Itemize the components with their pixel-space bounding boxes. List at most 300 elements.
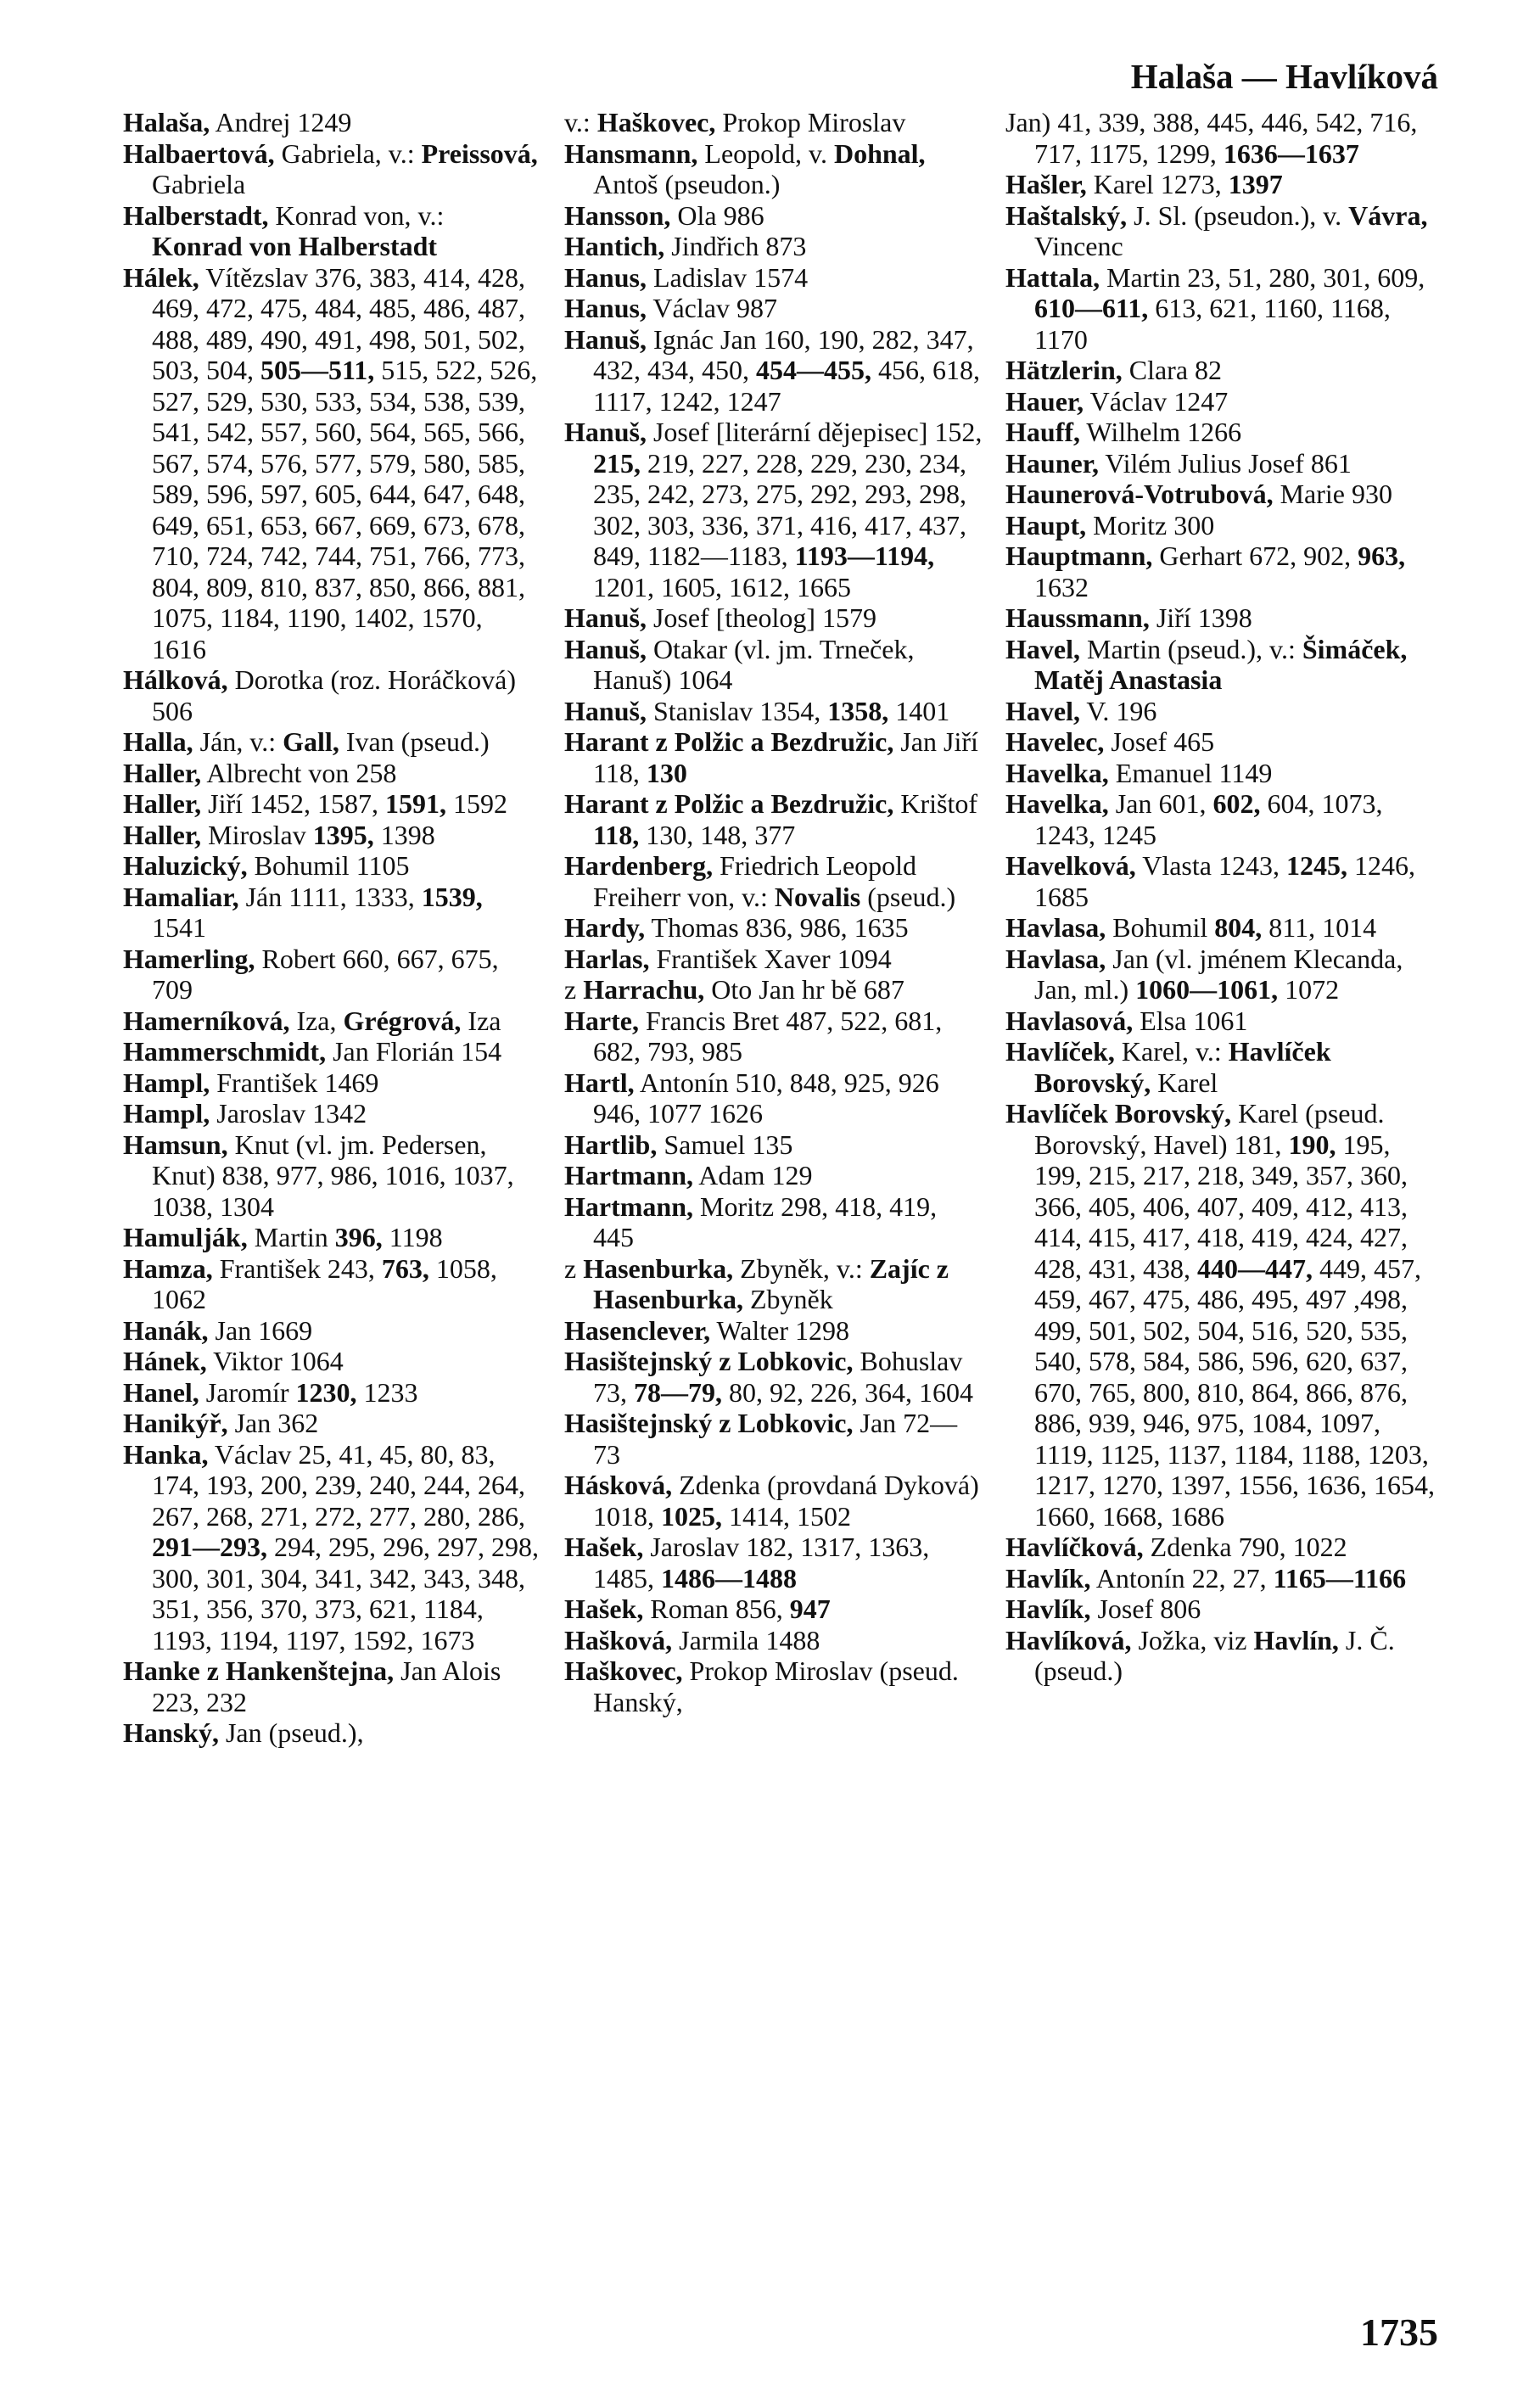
entry-heading: Hasištejnský z Lobkovic, (564, 1346, 854, 1376)
entry-heading: Haller, (123, 788, 202, 819)
entry-text: Albrecht von 258 (201, 757, 397, 788)
index-entry (564, 417, 984, 602)
entry-heading: Hasenclever, (564, 1314, 711, 1346)
entry-heading: Zajíc z Hasenburka, (593, 1252, 949, 1314)
entry-heading: Hánek, (123, 1346, 207, 1376)
entry-heading: Haller, (123, 819, 202, 850)
entry-text: Krištof (893, 788, 977, 819)
entry-text: Jan 72—73 (593, 1408, 958, 1470)
entry-text: 456, 618, 1117, 1242, 1247 (593, 355, 980, 417)
entry-heading: 1165—1166 (1273, 1562, 1407, 1594)
entry-heading: Havlík, (1005, 1562, 1091, 1594)
entry-heading: Hanuš, (564, 633, 647, 664)
index-entry (564, 1160, 984, 1191)
entry-heading: 440—447, (1197, 1252, 1313, 1284)
entry-heading: Gall, (283, 726, 339, 757)
entry-heading: 804, (1214, 912, 1263, 943)
entry-heading: Hauff, (1005, 417, 1080, 447)
entry-text: Antonín 510, 848, 925, 926 946, 1077 1626 (593, 1067, 939, 1129)
entry-text: Antoš (pseudon.) (593, 169, 781, 199)
entry-text: Zdenka (provdaná Dyková) 1018, (593, 1470, 979, 1532)
entry-heading: Vávra, (1348, 199, 1428, 231)
entry-heading: Hanuš, (564, 602, 647, 633)
entry-text: Stanislav 1354, (646, 695, 828, 726)
index-entry (564, 138, 984, 200)
index-entry (564, 200, 984, 232)
entry-text: 195, 199, 215, 217, 218, 349, 357, 360, 366, 405, 406, 407, 409, 412, 413, 414, 415, 417, 418, 419, 424, 427, 428, 431, 438, (1034, 1129, 1408, 1284)
index-entry (564, 1470, 984, 1532)
index-entry (564, 974, 984, 1005)
entry-heading: Haunerová-Votrubová, (1005, 479, 1274, 509)
entry-heading: Hardy, (564, 912, 646, 943)
index-entry (564, 1532, 984, 1594)
entry-heading: Konrad von Halberstadt (152, 231, 438, 261)
entry-heading: Havlín, (1253, 1624, 1339, 1655)
entry-heading: Havelec, (1005, 726, 1105, 757)
entry-text: 1414, 1502 (722, 1500, 851, 1532)
entry-text: Zdenka 790, 1022 (1143, 1532, 1347, 1562)
entry-text: 1233 (356, 1376, 418, 1408)
index-entry (123, 1315, 539, 1347)
entry-heading: Hauptmann, (1005, 541, 1153, 571)
index-entry (123, 882, 539, 944)
index-entry (564, 1067, 984, 1129)
index-entry (1005, 788, 1438, 850)
entry-heading: 396, (334, 1222, 383, 1252)
index-entry (1005, 1563, 1438, 1594)
entry-text: Martin (pseud.), v.: (1079, 633, 1302, 664)
index-entry (123, 820, 539, 851)
index-entry (123, 758, 539, 789)
index-entry (564, 944, 984, 975)
entry-text: Martin 23, 51, 280, 301, 609, (1100, 261, 1425, 293)
entry-heading: 1358, (827, 695, 889, 726)
index-entry (564, 231, 984, 262)
entry-text: Ján, v.: (193, 726, 283, 757)
entry-heading: 1025, (661, 1500, 722, 1532)
index-entry (564, 107, 984, 138)
entry-text: v.: (564, 107, 597, 137)
entry-text: Jan (pseud.), (218, 1717, 364, 1748)
index-entry (1005, 1532, 1438, 1563)
entry-heading: Havel, (1005, 633, 1080, 664)
entry-heading: Havlíková, (1005, 1624, 1132, 1655)
entry-heading: 130 (646, 757, 687, 788)
index-entry (564, 1655, 984, 1717)
entry-text: Jaromír (199, 1376, 296, 1408)
entry-text: Vincenc (1034, 231, 1123, 261)
entry-text: 515, 522, 526, 527, 529, 530, 533, 534, 538, 539, 541, 542, 557, 560, 564, 565, 566, 567, 574, 576, 577, 579, 580, 585, 589, 596, 597, 605, 644, 647, 648, 649, 651, 653, 667, 669, 673, 678, 710, 724, 742, 744, 751, 766, 773, 804, 809, 810, 837, 850, 866, 881, 1075, 1184, 1190, 1402, 1570, 1616 (152, 355, 538, 664)
entry-heading: Haškovec, (564, 1655, 683, 1686)
entry-text: z (564, 974, 584, 1005)
entry-heading: Harte, (564, 1005, 639, 1036)
entry-heading: 602, (1212, 788, 1261, 819)
index-entry (1005, 479, 1438, 510)
index-entry (123, 1005, 539, 1037)
entry-text: Samuel 135 (657, 1129, 793, 1160)
entry-text: Jan 601, (1108, 788, 1213, 819)
entry-heading: Hartmann, (564, 1160, 693, 1190)
entry-heading: Havelka, (1005, 788, 1109, 819)
entry-heading: Hanuš, (564, 417, 647, 447)
index-entry (123, 200, 539, 262)
entry-heading: Hásková, (564, 1470, 673, 1500)
entry-text: Bohumil 1105 (247, 850, 410, 881)
index-entry (1005, 602, 1438, 634)
entry-heading: 190, (1288, 1129, 1336, 1160)
entry-heading: Hampl, (123, 1067, 210, 1098)
entry-heading: Hamsun, (123, 1129, 228, 1160)
entry-text: Roman 856, (643, 1594, 790, 1624)
entry-text: 294, 295, 296, 297, 298, 300, 301, 304, 341, 342, 343, 348, 351, 356, 370, 373, 621, 1184, 1193, 1194, 1197, 1592, 1673 (152, 1532, 539, 1655)
entry-text: Josef 465 (1104, 726, 1215, 757)
entry-text: František 1469 (210, 1067, 379, 1098)
entry-text: Ján 1111, 1333, (238, 881, 422, 912)
entry-heading: Preissová, (421, 137, 538, 169)
entry-heading: Hätzlerin, (1005, 355, 1123, 385)
entry-text: 1058, 1062 (152, 1252, 497, 1314)
entry-text: Jan 362 (227, 1408, 319, 1438)
entry-heading: 1397 (1228, 169, 1283, 199)
entry-text: Ladislav 1574 (646, 261, 809, 293)
index-entry (123, 1439, 539, 1656)
entry-heading: Dohnal, (833, 137, 926, 169)
index-entry (564, 1594, 984, 1625)
index-entry (564, 1625, 984, 1656)
entry-text: Robert 660, 667, 675, 709 (152, 943, 499, 1005)
entry-heading: Hamerling, (123, 943, 255, 974)
entry-text: V. 196 (1079, 695, 1157, 726)
entry-heading: Havlíček Borovský, (1005, 1098, 1232, 1129)
index-entry (564, 1191, 984, 1253)
index-entry (1005, 200, 1438, 262)
entry-text: Jindřich 873 (664, 231, 807, 261)
entry-heading: Novalis (774, 881, 861, 912)
entry-text: Prokop Miroslav (715, 107, 906, 137)
entry-text: František 243, (212, 1252, 382, 1284)
entry-text: 1592 (446, 788, 508, 819)
entry-text: Iza, (289, 1005, 344, 1036)
entry-heading: Grégrová, (343, 1005, 462, 1036)
entry-text: Gerhart 672, 902, (1152, 541, 1358, 571)
index-entry (1005, 726, 1438, 758)
entry-text: 1632 (1034, 571, 1089, 602)
entry-heading: Havlíček, (1005, 1036, 1115, 1067)
entry-heading: Hašler, (1005, 169, 1087, 199)
index-entry (123, 107, 539, 138)
entry-text: Prokop Miroslav (pseud. Hanský, (593, 1655, 959, 1717)
entry-text: J. Sl. (pseudon.), v. (1127, 199, 1349, 231)
entry-text: 219, 227, 228, 229, 230, 234, 235, 242, 273, 275, 292, 293, 298, 302, 303, 336, 371, 416, 417, 437, 849, 1182—1183, (593, 447, 966, 571)
index-entry (123, 850, 539, 882)
running-head: Halaša — Havlíková (1130, 57, 1438, 96)
index-entry (123, 726, 539, 758)
entry-text: Bohumil (1106, 912, 1215, 943)
index-entry (1005, 510, 1438, 541)
entry-heading: 1193—1194, (794, 541, 935, 571)
entry-heading: 1245, (1285, 850, 1347, 881)
entry-text: Jan (vl. jménem Klecanda, Jan, ml.) (1034, 943, 1403, 1005)
entry-heading: Hamulják, (123, 1222, 248, 1252)
index-entry (564, 1315, 984, 1347)
index-entry (123, 1129, 539, 1223)
entry-heading: 947 (789, 1594, 831, 1624)
entry-text: Emanuel 1149 (1108, 757, 1273, 788)
index-entry (1005, 696, 1438, 727)
entry-text: Gabriela, v.: (274, 137, 422, 169)
entry-text: Zbyněk, v.: (733, 1252, 870, 1284)
index-entry (1005, 1594, 1438, 1625)
entry-heading: Hanuš, (564, 323, 647, 355)
index-entry (1005, 912, 1438, 944)
entry-heading: Hanák, (123, 1314, 209, 1346)
entry-heading: Hasenburka, (583, 1252, 734, 1284)
entry-text: Karel, v.: (1114, 1036, 1229, 1067)
index-entry (123, 788, 539, 820)
entry-text: Miroslav (201, 819, 313, 850)
entry-heading: Harrachu, (583, 974, 705, 1005)
entry-text: z (564, 1252, 584, 1284)
entry-text: Jiří 1452, 1587, (201, 788, 386, 819)
entry-text: Karel 1273, (1086, 169, 1229, 199)
entry-heading: Hardenberg, (564, 850, 714, 881)
entry-heading: Havlíčková, (1005, 1532, 1144, 1562)
index-entry (1005, 1005, 1438, 1037)
entry-text: Walter 1298 (710, 1314, 850, 1346)
index-entry (1005, 634, 1438, 696)
index-entry (123, 1222, 539, 1253)
entry-text: Jan) 41, 339, 388, 445, 446, 542, 716, 717, 1175, 1299, (1005, 107, 1418, 169)
index-entry (1005, 417, 1438, 448)
index-entry (123, 1408, 539, 1439)
index-entry (564, 293, 984, 324)
entry-heading: Haussmann, (1005, 602, 1150, 633)
entry-heading: Halbaertová, (123, 137, 275, 169)
index-entry (564, 1129, 984, 1161)
index-entry (564, 1408, 984, 1470)
index-entry (1005, 1036, 1438, 1098)
entry-heading: 78—79, (634, 1376, 722, 1408)
entry-text: 1398 (373, 819, 435, 850)
entry-text: J. Č. (pseud.) (1034, 1624, 1395, 1686)
entry-heading: Hanus, (564, 293, 647, 323)
index-entry (1005, 944, 1438, 1005)
entry-text: Jarmila 1488 (672, 1624, 820, 1655)
entry-text: Clara 82 (1122, 355, 1223, 385)
entry-heading: Havlasa, (1005, 912, 1106, 943)
entry-text: Antonín 22, 27, (1090, 1562, 1274, 1594)
index-entry (564, 324, 984, 417)
page-number: 1735 (1360, 2311, 1438, 2354)
entry-heading: Halberstadt, (123, 199, 269, 231)
entry-heading: Havlíček Borovský, (1034, 1036, 1331, 1098)
entry-heading: Hauer, (1005, 385, 1084, 417)
entry-heading: Hálek, (123, 261, 199, 293)
entry-text: 1246, 1685 (1034, 850, 1415, 912)
entry-text: 80, 92, 226, 364, 1604 (722, 1376, 973, 1408)
index-entry (564, 1346, 984, 1408)
entry-heading: Halla, (123, 726, 193, 757)
index-entry (1005, 758, 1438, 789)
entry-text: 1198 (382, 1222, 443, 1252)
entry-text: 1072 (1278, 974, 1340, 1005)
entry-heading: 454—455, (756, 355, 871, 385)
entry-text: Iza (461, 1005, 501, 1036)
entry-text: 1201, 1605, 1612, 1665 (593, 571, 851, 602)
index-entry (564, 726, 984, 788)
entry-text: Ignác Jan 160, 190, 282, 347, 432, 434, 450, (593, 323, 974, 385)
entry-text: Jiří 1398 (1149, 602, 1252, 633)
entry-text: Václav 25, 41, 45, 80, 83, 174, 193, 200, 239, 240, 244, 264, 267, 268, 271, 272, 277, 280, 286, (152, 1438, 525, 1532)
index-entry (123, 262, 539, 665)
entry-text: Dorotka (roz. Horáčková) 506 (152, 664, 516, 726)
index-entry (1005, 169, 1438, 200)
entry-text: Vilém Julius Josef 861 (1098, 447, 1352, 479)
index-entry (123, 664, 539, 726)
index-entry (1005, 386, 1438, 417)
entry-heading: 215, (593, 447, 641, 479)
entry-text: Marie 930 (1273, 479, 1392, 509)
entry-heading: Harant z Polžic a Bezdružic, (564, 788, 894, 819)
entry-heading: Hampl, (123, 1098, 210, 1129)
entry-text: Jan Jiří 118, (593, 726, 978, 788)
entry-heading: Hartmann, (564, 1190, 693, 1222)
entry-text: Ivan (pseud.) (339, 726, 490, 757)
entry-heading: Šimáček, Matěj Anastasia (1034, 633, 1408, 695)
entry-text: Karel (pseud. Borovský, Havel) 181, (1034, 1098, 1385, 1160)
index-entry (564, 602, 984, 634)
index-column-3 (1005, 107, 1438, 1687)
index-entry (1005, 448, 1438, 479)
index-entry (1005, 262, 1438, 356)
index-entry (564, 788, 984, 850)
entry-heading: Hašek, (564, 1532, 644, 1562)
entry-text: 604, 1073, 1243, 1245 (1034, 788, 1383, 850)
entry-text: Viktor 1064 (206, 1346, 344, 1376)
entry-text: (pseud.) (860, 881, 956, 912)
entry-text: 811, 1014 (1262, 912, 1377, 943)
entry-heading: Havelka, (1005, 757, 1109, 788)
entry-heading: 1591, (385, 788, 447, 819)
entry-text: Vítězslav 376, 383, 414, 428, 469, 472, 475, 484, 485, 486, 487, 488, 489, 490, 491, 498, 501, 502, 503, 504, (152, 261, 526, 385)
entry-heading: Hamza, (123, 1252, 213, 1284)
entry-text: Thomas 836, 986, 1635 (645, 912, 909, 943)
entry-text: Jan Alois 223, 232 (152, 1655, 501, 1717)
index-entry (564, 1005, 984, 1067)
entry-text: Jaroslav 182, 1317, 1363, 1485, (593, 1532, 930, 1594)
index-entry (123, 1655, 539, 1717)
entry-heading: 291—293, (152, 1532, 267, 1562)
entry-text: Václav 987 (646, 293, 777, 323)
entry-text: František Xaver 1094 (649, 943, 892, 974)
entry-heading: Hanikýř, (123, 1408, 228, 1438)
entry-heading: Harant z Polžic a Bezdružic, (564, 726, 894, 757)
index-column-2 (564, 107, 984, 1717)
index-entry (123, 1717, 539, 1749)
entry-text: Jaroslav 1342 (210, 1098, 367, 1129)
entry-heading: Havelková, (1005, 850, 1136, 881)
index-entry (123, 1253, 539, 1315)
entry-text: 1541 (152, 912, 206, 943)
index-column-1 (123, 107, 539, 1749)
entry-heading: 1636—1637 (1223, 137, 1359, 169)
index-entry (564, 262, 984, 294)
entry-text: Václav 1247 (1084, 385, 1229, 417)
entry-text: Vlasta 1243, (1135, 850, 1286, 881)
entry-heading: 1539, (421, 881, 483, 912)
index-entry (123, 1346, 539, 1377)
index-entry (123, 138, 539, 200)
entry-heading: 1486—1488 (661, 1562, 797, 1594)
entry-text: Knut (vl. jm. Pedersen, Knut) 838, 977, 986, 1016, 1037, 1038, 1304 (152, 1129, 514, 1222)
entry-text: Jan Florián 154 (326, 1036, 502, 1067)
entry-heading: Haštalský, (1005, 199, 1128, 231)
entry-heading: 963, (1358, 541, 1406, 571)
entry-heading: Haluzický, (123, 850, 248, 881)
entry-heading: Hanke z Hankenštejna, (123, 1655, 395, 1686)
entry-heading: 1230, (295, 1376, 357, 1408)
entry-heading: Havlík, (1005, 1594, 1091, 1624)
entry-text: 613, 621, 1160, 1168, 1170 (1034, 293, 1391, 355)
entry-heading: Hamerníková, (123, 1005, 290, 1036)
entry-heading: Halaša, (123, 107, 210, 137)
index-entry (1005, 1098, 1438, 1532)
index-entry (123, 1098, 539, 1129)
entry-heading: Hamaliar, (123, 881, 239, 912)
entry-text: Ola 986 (670, 199, 764, 231)
entry-heading: Hartl, (564, 1067, 635, 1098)
index-entry (1005, 355, 1438, 386)
entry-text: Oto Jan hr bě 687 (704, 974, 904, 1005)
entry-text: Zbyněk (742, 1284, 833, 1314)
entry-heading: Havlasová, (1005, 1005, 1134, 1036)
index-entry (564, 912, 984, 944)
entry-text: Karel (1151, 1067, 1218, 1098)
entry-text: Bohuslav 73, (593, 1346, 963, 1408)
entry-heading: 1060—1061, (1135, 974, 1279, 1005)
entry-text: Andrej 1249 (210, 107, 352, 137)
entry-text: Moritz 300 (1086, 509, 1215, 541)
entry-text: Gabriela (152, 169, 246, 199)
entry-text: Josef 806 (1090, 1594, 1201, 1624)
entry-text: Elsa 1061 (1133, 1005, 1248, 1036)
entry-text: Francis Bret 487, 522, 681, 682, 793, 985 (593, 1005, 943, 1067)
entry-text: Jan 1669 (208, 1314, 313, 1346)
entry-heading: Hanský, (123, 1717, 219, 1748)
entry-text: Martin (247, 1222, 335, 1252)
entry-text: Josef [literární dějepisec] 152, (646, 417, 983, 447)
entry-text: Leopold, v. (697, 137, 834, 169)
entry-heading: Hansson, (564, 199, 671, 231)
entry-heading: Harlas, (564, 943, 650, 974)
entry-heading: 763, (381, 1252, 429, 1284)
entry-text: 1401 (888, 695, 950, 726)
index-entry (1005, 107, 1438, 169)
entry-text: 449, 457, 459, 467, 475, 486, 495, 497 ,498, 499, 501, 502, 504, 516, 520, 535, 540, 578, 584, 586, 596, 620, 637, 670, 765, 800, 810, 864, 866, 876, 886, 939, 946, 975, 1084, 1097, 1119, 1125, 1137, 1184, 1188, 1203, 1217, 1270, 1397, 1556, 1636, 1654, 1660, 1668, 1686 (1034, 1252, 1435, 1532)
entry-heading: Hanuš, (564, 695, 647, 726)
entry-heading: Havel, (1005, 695, 1080, 726)
entry-text: Josef [theolog] 1579 (646, 602, 876, 633)
entry-heading: Hantich, (564, 231, 665, 261)
entry-text: Moritz 298, 418, 419, 445 (593, 1190, 938, 1252)
entry-heading: Hašková, (564, 1624, 673, 1655)
index-entry (564, 696, 984, 727)
entry-text: Friedrich Leopold Freiherr von, v.: (593, 850, 917, 912)
index-entry (123, 1377, 539, 1409)
index-entry (123, 944, 539, 1005)
index-entry (564, 850, 984, 912)
entry-heading: Hanka, (123, 1438, 209, 1470)
